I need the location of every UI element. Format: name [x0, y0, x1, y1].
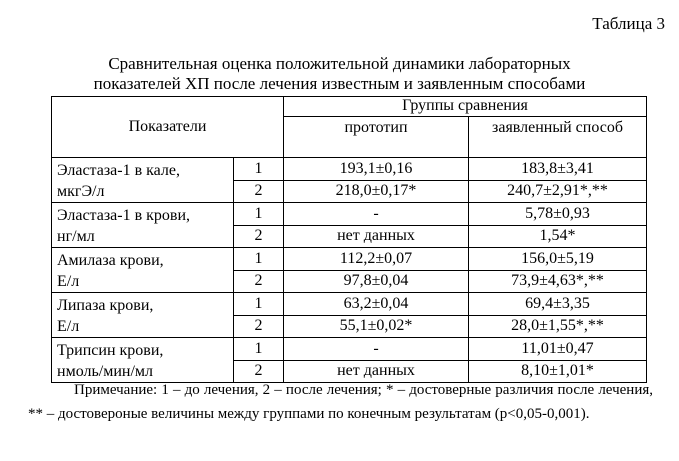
header-prototype: прототип [284, 116, 469, 157]
title-line-1: Сравнительная оценка положительной динамики лабораторных [108, 54, 571, 73]
value-cell: 55,1±0,02* [284, 315, 469, 338]
table-number-label: Таблица 3 [592, 14, 665, 33]
param-name-elastase-stool: Эластаза-1 в кале, мкгЭ/л [52, 158, 234, 203]
period-cell: 1 [234, 248, 284, 271]
value-cell: 112,2±0,07 [284, 248, 469, 271]
comparison-table [51, 96, 647, 383]
value-cell: 240,7±2,91*,** [469, 180, 647, 203]
param-name-amylase: Амилаза крови, Е/л [52, 248, 234, 293]
value-cell: 218,0±0,17* [284, 180, 469, 203]
period-cell: 2 [234, 270, 284, 293]
period-cell: 1 [234, 203, 284, 226]
period-cell: 2 [234, 225, 284, 248]
period-cell: 2 [234, 315, 284, 338]
title-line-2: показателей ХП после лечения известным и заявленным способами [93, 74, 586, 93]
value-cell: 63,2±0,04 [284, 293, 469, 316]
header-comparison-groups: Группы сравнения [284, 97, 647, 117]
value-cell: 8,10±1,01* [469, 360, 647, 383]
header-claimed-method: заявленный способ [469, 116, 647, 157]
param-name-trypsin: Трипсин крови, нмоль/мин/мл [52, 338, 234, 383]
value-cell: 1,54* [469, 225, 647, 248]
header-parameters: Показатели [52, 97, 284, 158]
value-cell: 11,01±0,47 [469, 338, 647, 361]
period-cell: 1 [234, 293, 284, 316]
value-cell: 183,8±3,41 [469, 158, 647, 181]
table-footnote [28, 378, 653, 426]
value-cell: 69,4±3,35 [469, 293, 647, 316]
value-cell: - [284, 203, 469, 226]
value-cell: 28,0±1,55*,** [469, 315, 647, 338]
table-title [0, 54, 679, 94]
period-cell: 1 [234, 338, 284, 361]
param-name-elastase-blood: Эластаза-1 в крови, нг/мл [52, 203, 234, 248]
value-cell: 97,8±0,04 [284, 270, 469, 293]
param-name-lipase: Липаза крови, Е/л [52, 293, 234, 338]
value-cell: - [284, 338, 469, 361]
value-cell: 5,78±0,93 [469, 203, 647, 226]
value-cell: 193,1±0,16 [284, 158, 469, 181]
value-cell: нет данных [284, 360, 469, 383]
value-cell: нет данных [284, 225, 469, 248]
period-cell: 1 [234, 158, 284, 181]
value-cell: 156,0±5,19 [469, 248, 647, 271]
period-cell: 2 [234, 180, 284, 203]
period-cell: 2 [234, 360, 284, 383]
footnote-text: Примечание: 1 – до лечения, 2 – после лечения; * – достоверные различия после лечения, ** – достовероные величины между группами по конечным результатам (p<0,05-0,001). [28, 382, 653, 422]
value-cell: 73,9±4,63*,** [469, 270, 647, 293]
